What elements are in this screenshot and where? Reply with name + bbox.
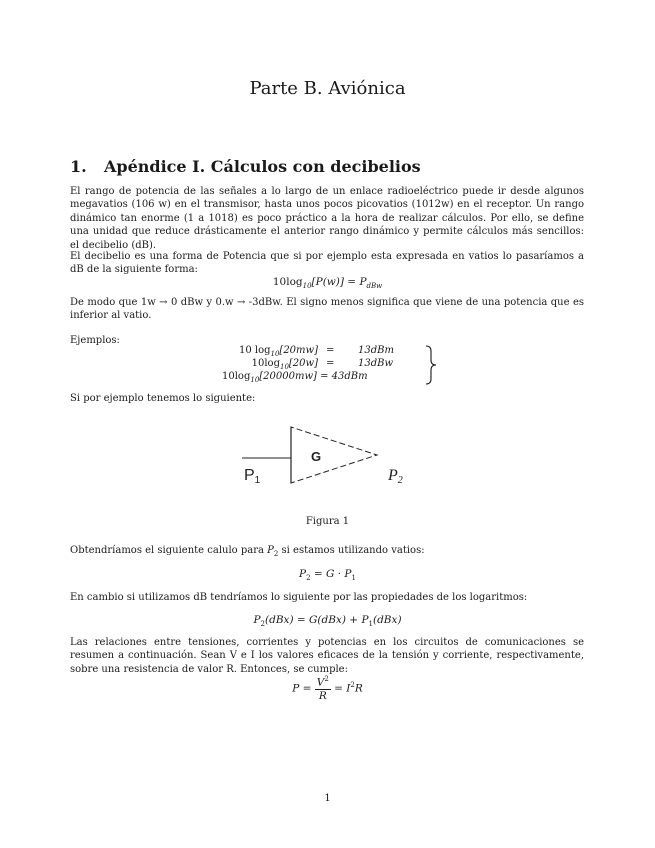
example-row-1-lhs: 10 $\log_{10}[20mw]$ <box>238 345 318 358</box>
equation-dbw: $10\log_{10}[P(w)] = P_{dBw}$ <box>272 276 383 291</box>
equation-power: P = $\frac{V^2}{R}$ = $I^2R$ <box>292 675 363 702</box>
equation-watts: $P_2 = G \cdot P_1$ <box>299 568 356 583</box>
paragraph-watts: Obtendríamos el siguiente calulo para $P_2$ si estamos utilizando vatios: <box>70 545 425 558</box>
paragraph-db: En cambio si utilizamos dB tendríamos lo siguiente por las propiedades de los logaritmos: <box>70 592 528 603</box>
example-row-1-rhs: 13dBm <box>358 345 394 356</box>
paragraph-examples-label: Ejemplos: <box>70 335 120 346</box>
example-row-2-lhs: $10\log_{10}[20w]$ <box>251 358 318 371</box>
example-row-2-eq: = <box>326 358 335 369</box>
paragraph-example-w: De modo que 1w → 0 dBw y 0.w → -3dBw. El signo menos significa que viene de una potencia que es inferior al vatio. <box>70 297 584 322</box>
paragraph-figure-intro: Si por ejemplo tenemos lo siguiente: <box>70 393 256 404</box>
right-brace-icon <box>424 345 438 385</box>
input-power-label: P1 <box>244 467 261 486</box>
part-title: Parte B. Aviónica <box>249 78 406 99</box>
example-row-3: $10\log_{10}[20000mw] = 43dBm$ <box>222 371 368 384</box>
paragraph-relations: Las relaciones entre tensiones, corrientes y potencias en los circuitos de comunicaciones se resumen a continuación. Sean V e I los valores eficaces de la tensión y corriente, respectivamente, sobre una resistencia de valor R. Entonces, se cumple: <box>70 637 584 675</box>
figure-caption: Figura 1 <box>305 516 350 527</box>
section-number: 1. <box>70 157 87 176</box>
example-row-2-rhs: 13dBw <box>358 358 394 369</box>
equation-db: $P_2(dBx) = G(dBx) + P_1(dBx)$ <box>253 614 402 629</box>
section-title: Apéndice I. Cálculos con decibelios <box>104 157 421 176</box>
paragraph-intro: El rango de potencia de las señales a lo largo de un enlace radioeléctrico puede ir desde algunos megavatios (106 w) en el transmisor, hasta unos pocos picovatios (1012w) en el receptor. Un rango dinámico tan enorme (1 a 1018) es poco práctico a la hora de realizar cálculos. Por ello, se define una unidad que reduce drásticamente el anterior rango dinámico y permite cálculos más sencillos: el decibelio (dB). <box>70 186 584 251</box>
amplifier-diagram <box>236 420 416 490</box>
paragraph-decibel: El decibelio es una forma de Potencia que si por ejemplo esta expresada en vatios lo pasaríamos a dB de la siguiente forma: <box>70 251 584 276</box>
fraction-v2-r: $\frac{V^2}{R}$ <box>316 675 329 702</box>
example-row-1-eq: = <box>326 345 335 356</box>
page-number: 1 <box>324 793 331 804</box>
amplifier-triangle-icon <box>291 427 377 483</box>
section-heading <box>70 157 421 176</box>
gain-label: G <box>311 449 322 464</box>
output-power-label: P2 <box>388 467 403 486</box>
examples-block <box>0 345 655 385</box>
